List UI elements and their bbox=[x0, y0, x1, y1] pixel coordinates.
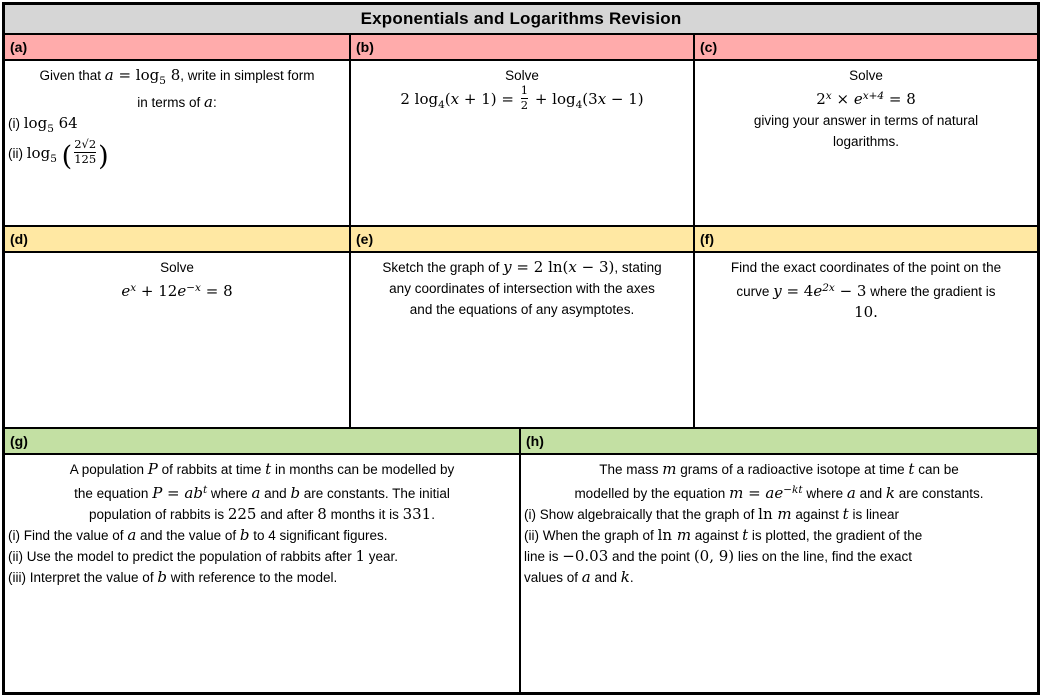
worksheet-title: Exponentials and Logarithms Revision bbox=[360, 9, 682, 28]
text-line: (ii) When the graph of ln m against t is plotted, the gradient of the bbox=[524, 526, 923, 544]
text-line: (ii) $\log_5$ ( $\frac{2√2}{125}$ ) bbox=[8, 137, 109, 172]
text-line: values of a and k. bbox=[524, 568, 634, 586]
cell-f-header bbox=[693, 227, 1037, 251]
cell-e-header bbox=[349, 227, 693, 251]
text-line: population of rabbits is 225 and after 8 months it is 331. bbox=[88, 505, 435, 523]
text-line: (iii) Interpret the value of b with reference to the model. bbox=[8, 568, 338, 586]
fraction: $\frac{1}{2}$ bbox=[520, 83, 529, 112]
cell-h-label: (h) bbox=[526, 433, 544, 449]
text-line: and the equations of any asymptotes. bbox=[409, 302, 635, 317]
cell-c-content bbox=[693, 61, 1037, 225]
text-line: (i) Find the value of a and the value of b to 4 significant figures. bbox=[8, 526, 388, 544]
cell-c-header bbox=[693, 35, 1037, 59]
cell-h-header bbox=[519, 429, 1037, 453]
text-line: $2^x \times e^{x+4} = 8$ bbox=[816, 90, 916, 108]
cell-f-content bbox=[693, 253, 1037, 427]
cell-e-label: (e) bbox=[356, 231, 374, 247]
header-row-abc bbox=[5, 35, 1037, 61]
worksheet-title-bar bbox=[5, 5, 1037, 35]
text-line: Sketch the graph of y = 2 ln(x − 3), stating bbox=[382, 258, 662, 276]
text-line: $e^x + 12e^{-x} = 8$ bbox=[121, 282, 233, 300]
cell-a-content bbox=[5, 61, 349, 225]
text-line: 10. bbox=[854, 303, 878, 321]
text-line: any coordinates of intersection with the axes bbox=[389, 281, 655, 296]
cell-a-header bbox=[5, 35, 349, 59]
text-line: logarithms. bbox=[832, 134, 900, 149]
text-line: giving your answer in terms of natural bbox=[753, 113, 979, 128]
text-line: in terms of a: bbox=[137, 93, 217, 111]
cell-h-content bbox=[519, 455, 1037, 692]
cell-b-content bbox=[349, 61, 693, 225]
cell-d-content bbox=[5, 253, 349, 427]
text-line: A population P of rabbits at time t in months can be modelled by bbox=[69, 460, 455, 478]
text-line: modelled by the equation $m = ae^{-kt}$ where a and k are constants. bbox=[574, 484, 984, 502]
text-line: (i) Show algebraically that the graph of ln m against t is linear bbox=[524, 505, 899, 523]
content-row-gh bbox=[5, 455, 1037, 692]
text-line: curve $y = 4e^{2x} - 3$ where the gradient is bbox=[736, 282, 996, 300]
text-line: Find the exact coordinates of the point on the bbox=[730, 260, 1002, 275]
cell-g-header bbox=[5, 429, 519, 453]
fraction: $\frac{2√2}{125}$ bbox=[74, 137, 97, 166]
content-row-def bbox=[5, 253, 1037, 429]
text-line: (ii) Use the model to predict the population of rabbits after 1 year. bbox=[8, 547, 399, 565]
text-line: Solve bbox=[849, 68, 883, 83]
header-row-gh bbox=[5, 429, 1037, 455]
cell-b-header bbox=[349, 35, 693, 59]
text-line: (i) $\log_5 64$ bbox=[8, 114, 78, 135]
text-line: 2 $\log_4(x + 1)$ = $\frac{1}{2}$ + $\log_4(3x - 1)$ bbox=[400, 83, 644, 112]
cell-a-label: (a) bbox=[10, 39, 28, 55]
text-line: Solve bbox=[505, 68, 539, 83]
content-row-abc bbox=[5, 61, 1037, 227]
cell-c-label: (c) bbox=[700, 39, 718, 55]
text-line: The mass m grams of a radioactive isotope at time t can be bbox=[599, 460, 959, 478]
cell-d-label: (d) bbox=[10, 231, 28, 247]
cell-e-content bbox=[349, 253, 693, 427]
cell-f-label: (f) bbox=[700, 231, 714, 247]
text-line: line is −0.03 and the point (0, 9) lies on the line, find the exact bbox=[524, 547, 913, 565]
text-line: Solve bbox=[160, 260, 194, 275]
cell-g-label: (g) bbox=[10, 433, 28, 449]
cell-d-header bbox=[5, 227, 349, 251]
text-line: Given that $a = \log_5 8$, write in simplest form bbox=[39, 66, 315, 87]
cell-b-label: (b) bbox=[356, 39, 374, 55]
worksheet bbox=[2, 2, 1040, 695]
cell-g-content bbox=[5, 455, 519, 692]
text-line: the equation $P = ab^t$ where a and b are constants. The initial bbox=[74, 484, 450, 502]
header-row-def bbox=[5, 227, 1037, 253]
